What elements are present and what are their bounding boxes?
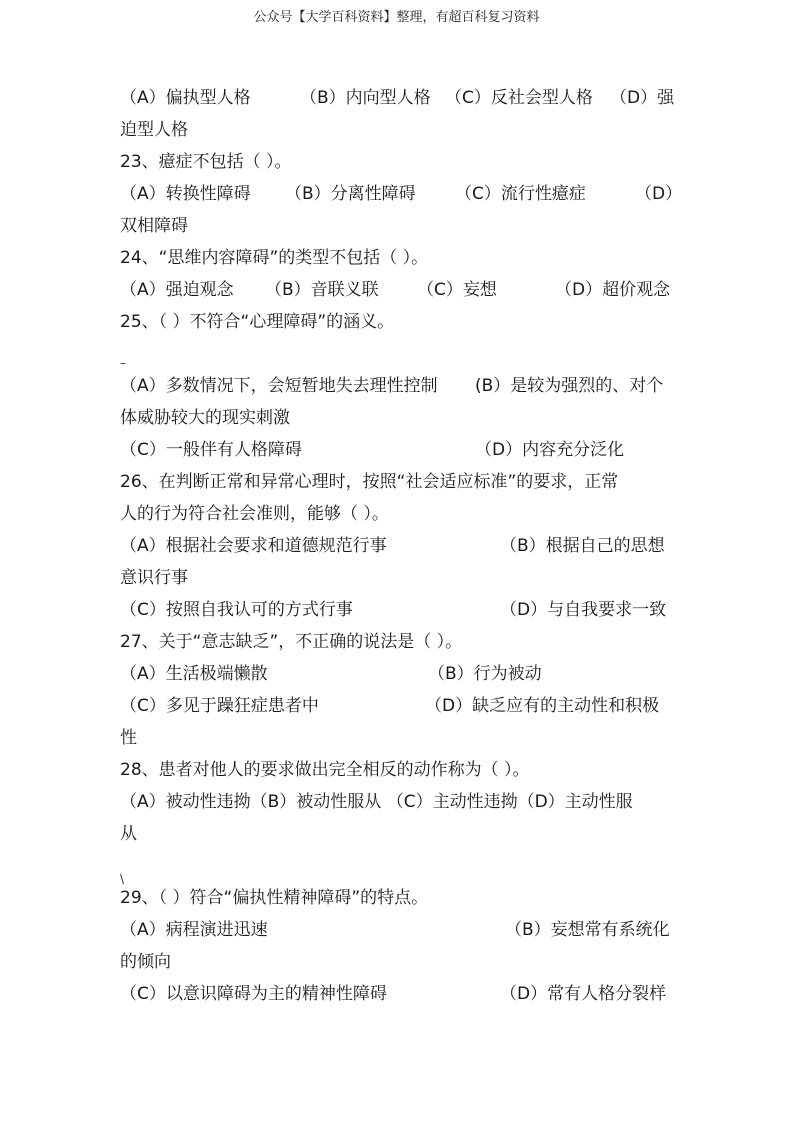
text-line [120,888,680,908]
text-line [120,696,680,716]
line-text: 迫型人格 [120,120,188,140]
option-text: （C）妄想 [417,280,497,300]
option-text: （D） [635,184,683,204]
option-text: （D）内容充分泛化 [475,440,625,460]
text-line [120,472,680,492]
text-line [120,664,680,684]
option-text: （D）强 [610,88,675,108]
option-text: （A）根据社会要求和道德规范行事 [120,536,387,556]
text-line [120,408,680,428]
text-line [120,984,680,1004]
line-text: 的倾向 [120,952,171,972]
option-text: （D）常有人格分裂样 [500,984,667,1004]
line-text: 意识行事 [120,568,188,588]
text-line [120,824,680,844]
line-text: 双相障碍 [120,216,188,236]
option-text: (B）是较为强烈的、对个 [475,376,664,396]
option-text: （B）分离性障碍 [285,184,416,204]
option-text: （C）一般伴有人格障碍 [120,440,302,460]
line-text: 性 [120,728,137,748]
line-text: 25、（ ）不符合“心理障碍”的涵义。 [120,312,395,332]
option-text: （C）多见于躁狂症患者中 [120,696,319,716]
text-line [120,216,680,236]
option-text: （A）多数情况下，会短暂地失去理性控制 [120,376,438,396]
text-line [120,632,680,652]
option-text: （D）缺乏应有的主动性和积极 [425,696,660,716]
text-line [120,248,680,268]
text-line [120,920,680,940]
option-text: （A）生活极端懒散 [120,664,268,684]
option-text: （B）音联义联 [265,280,379,300]
option-text: （A）转换性障碍 [120,184,251,204]
line-text: 28、患者对他人的要求做出完全相反的动作称为（ ）。 [120,760,530,780]
option-text: （A）强迫观念 [120,280,234,300]
line-text: 体威胁较大的现实刺激 [120,408,290,428]
line-text: 24、“思维内容障碍”的类型不包括（ ）。 [120,248,429,268]
option-text: （C）流行性癔症 [455,184,586,204]
option-text: （A）病程演进迅速 [120,920,268,940]
text-line [120,792,680,812]
option-text: （C）以意识障碍为主的精神性障碍 [120,984,387,1004]
text-line [120,376,680,396]
text-line [120,600,680,620]
option-text: （D）与自我要求一致 [500,600,667,620]
option-text: （C）按照自我认可的方式行事 [120,600,353,620]
option-text: （B）妄想常有系统化 [505,920,670,940]
text-line [120,120,680,140]
text-line [120,280,680,300]
line-text: 从 [120,824,137,844]
text-line [120,88,680,108]
text-line [120,504,680,524]
line-text: （A）被动性违拗（B）被动性服从 （C）主动性违拗（D）主动性服 [120,792,633,812]
text-line [120,952,680,972]
option-text: （D）超价观念 [555,280,671,300]
option-text: （B）行为被动 [428,664,542,684]
text-line [120,184,683,204]
text-line [120,312,680,332]
line-text: 26、在判断正常和异常心理时，按照“社会适应标准”的要求，正常 [120,472,619,492]
line-text: 27、关于“意志缺乏”，不正确的说法是（ ）。 [120,632,463,652]
line-text: 29、（ ）符合“偏执性精神障碍”的特点。 [120,888,429,908]
text-line [120,760,680,780]
text-line [120,568,680,588]
text-line [120,440,680,460]
stray-dash-mark: – [120,356,126,370]
option-text: （A）偏执型人格 [120,88,251,108]
line-text: 人的行为符合社会准则，能够（ ）。 [120,504,389,524]
stray-backslash-mark: \ [120,872,125,886]
page-header: 公众号【大学百科资料】整理，有超百科复习资料 [253,10,540,25]
text-line [120,152,680,172]
text-line [120,728,680,748]
option-text: （B）内向型人格 [300,88,431,108]
line-text: 23、癔症不包括（ ）。 [120,152,292,172]
text-line [120,536,680,556]
option-text: （B）根据自己的思想 [500,536,665,556]
option-text: （C）反社会型人格 [445,88,593,108]
